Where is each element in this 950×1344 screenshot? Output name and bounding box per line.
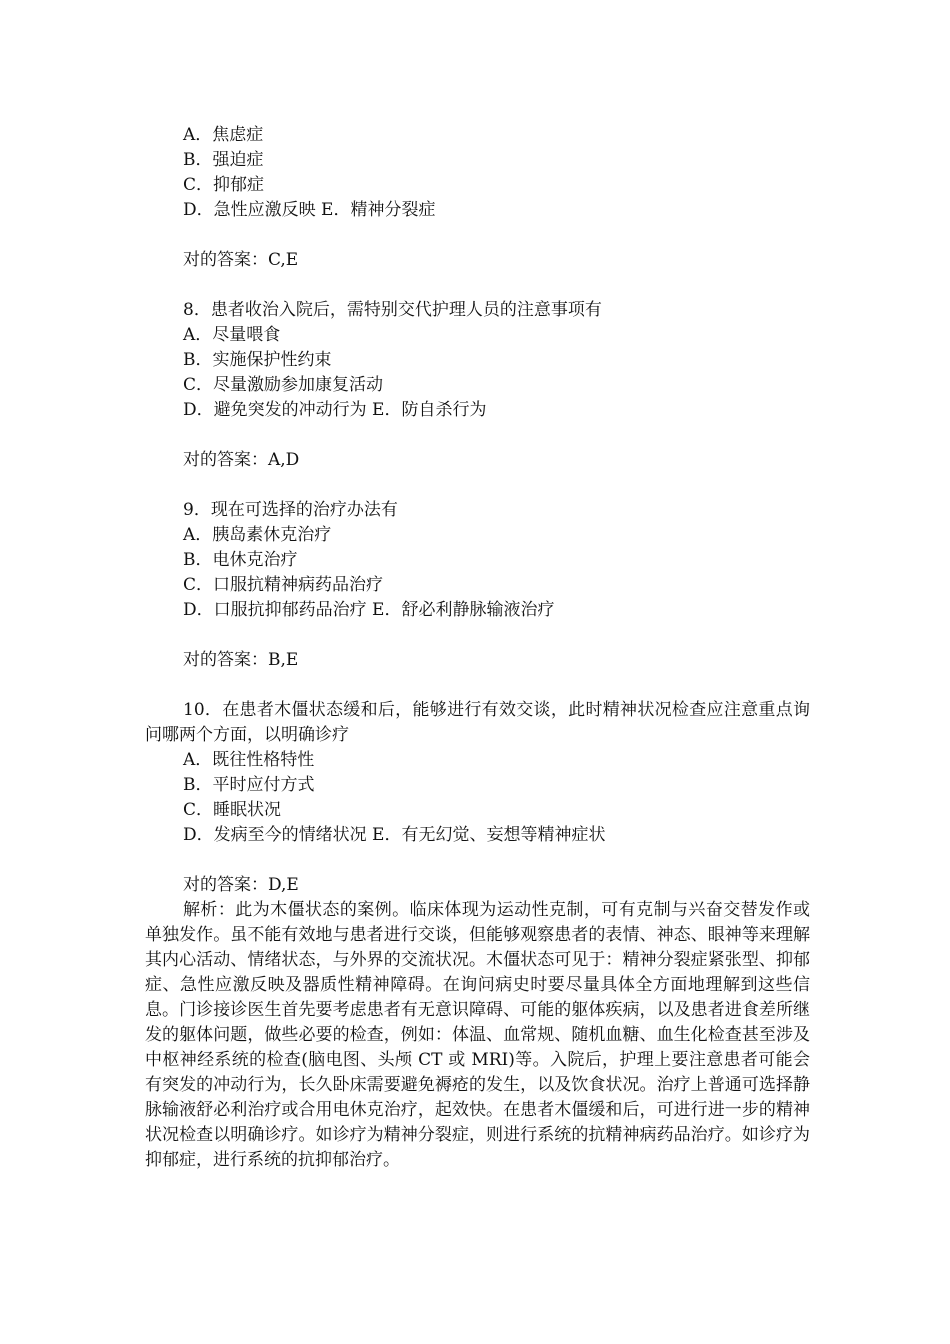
q7-option-b: B．强迫症	[183, 150, 264, 170]
spacer	[145, 473, 810, 498]
q9-option-b: B．电休克治疗	[183, 550, 298, 570]
q7-option-c: C．抑郁症	[183, 175, 265, 195]
q8-question: 8．患者收治入院后，需特别交代护理人员的注意事项有	[183, 300, 602, 320]
q10-option-c: C．睡眠状况	[183, 800, 282, 820]
q9-option-a: A．胰岛素休克治疗	[183, 525, 332, 545]
document-content	[145, 123, 810, 1173]
q8-option-a: A．尽量喂食	[183, 325, 281, 345]
q8-option-c: C．尽量激励参加康复活动	[183, 375, 384, 395]
spacer	[145, 223, 810, 248]
q10-option-b: B．平时应付方式	[183, 775, 315, 795]
q9-option-c: C．口服抗精神病药品治疗	[183, 575, 384, 595]
spacer	[145, 673, 810, 698]
q10-analysis: 解析：此为木僵状态的案例。临床体现为运动性克制，可有克制与兴奋交替发作或单独发作。虽不能有效地与患者进行交谈，但能够观察患者的表情、神态、眼神等来理解其内心活动、情绪状态，与外界的交流状况。木僵状态可见于：精神分裂症紧张型、抑郁症、急性应激反映及器质性精神障碍。在询问病史时要尽量具体全方面地理解到这些信息。门诊接诊医生首先要考虑患者有无意识障碍、可能的躯体疾病，以及患者进食差所继发的躯体问题，做些必要的检查，例如：体温、血常规、随机血糖、血生化检查甚至涉及中枢神经系统的检查(脑电图、头颅 CT 或 MRI)等。入院后，护理上要注意患者可能会有突发的冲动行为，长久卧床需要避免褥疮的发生，以及饮食状况。治疗上普通可选择静脉输液舒必利治疗或合用电休克治疗，起效快。在患者木僵缓和后，可进行进一步的精神状况检查以明确诊疗。如诊疗为精神分裂症，则进行系统的抗精神病药品治疗。如诊疗为抑郁症，进行系统的抗抑郁治疗。	[145, 900, 810, 1170]
q10-question: 10．在患者木僵状态缓和后，能够进行有效交谈，此时精神状况检查应注意重点询问哪两个方面，以明确诊疗	[145, 700, 810, 745]
q9-answer: 对的答案：B,E	[183, 650, 299, 670]
q7-option-a: A．焦虑症	[183, 125, 264, 145]
q10-option-d-e: D．发病至今的情绪状况 E．有无幻觉、妄想等精神症状	[183, 825, 606, 845]
q8-option-d-e: D．避免突发的冲动行为 E．防自杀行为	[183, 400, 487, 420]
q10-option-a: A．既往性格特性	[183, 750, 315, 770]
spacer	[145, 623, 810, 648]
q9-option-d-e: D．口服抗抑郁药品治疗 E．舒必利静脉输液治疗	[183, 600, 555, 620]
q10-answer: 对的答案：D,E	[183, 875, 299, 895]
q9-question: 9．现在可选择的治疗办法有	[183, 500, 398, 520]
q8-option-b: B．实施保护性约束	[183, 350, 332, 370]
q8-answer: 对的答案：A,D	[183, 450, 300, 470]
spacer	[145, 273, 810, 298]
spacer	[145, 423, 810, 448]
q7-option-d-e: D．急性应激反映 E．精神分裂症	[183, 200, 436, 220]
q7-answer: 对的答案：C,E	[183, 250, 299, 270]
spacer	[145, 848, 810, 873]
